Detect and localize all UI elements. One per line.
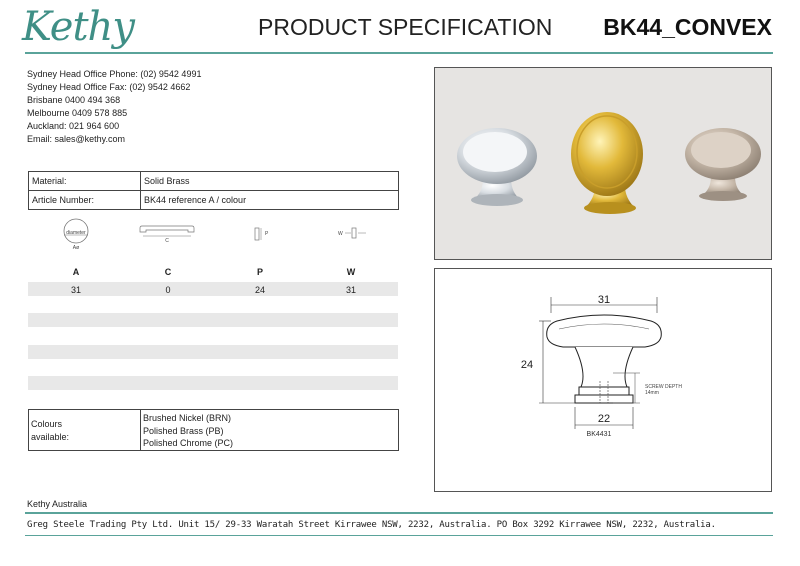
contact-auckland: Auckland: 021 964 600 bbox=[27, 121, 120, 131]
dim-value-p: 24 bbox=[254, 285, 265, 295]
drawing-width-label: 31 bbox=[597, 294, 611, 306]
colour-item-brn: Brushed Nickel (BRN) bbox=[143, 413, 232, 423]
footer-bottom-rule bbox=[25, 535, 773, 536]
dim-value-c: 0 bbox=[165, 285, 171, 295]
projection-caption: P bbox=[265, 231, 269, 237]
colours-divider bbox=[140, 410, 141, 450]
article-value: BK44 reference A / colour bbox=[141, 191, 399, 210]
screw-depth-value: 14mm bbox=[645, 390, 659, 396]
contact-email: Email: sales@kethy.com bbox=[27, 134, 125, 144]
dim-header-a: A bbox=[72, 267, 80, 277]
colours-box bbox=[28, 409, 399, 451]
drawing-part-code: BK4431 bbox=[586, 431, 612, 438]
dim-header-p: P bbox=[256, 267, 263, 277]
diameter-sub-caption: Aø bbox=[72, 245, 80, 251]
colour-item-pc: Polished Chrome (PC) bbox=[143, 438, 234, 448]
empty-row-band bbox=[28, 376, 398, 390]
empty-row-band bbox=[28, 313, 398, 327]
contact-brisbane: Brisbane 0400 494 368 bbox=[27, 95, 121, 105]
dim-value-a: 31 bbox=[70, 285, 81, 295]
brass-knob-image bbox=[571, 112, 643, 214]
colours-label-line2: available: bbox=[31, 432, 70, 442]
dim-value-w: 31 bbox=[345, 285, 356, 295]
article-row bbox=[29, 191, 399, 210]
width-caption: W bbox=[338, 231, 343, 237]
chrome-knob-image bbox=[457, 128, 537, 206]
dim-header-c: C bbox=[164, 267, 172, 277]
dim-header-w: W bbox=[346, 267, 356, 277]
colours-label-line1: Colours bbox=[31, 419, 63, 429]
projection-diagram-icon bbox=[251, 225, 271, 245]
material-row bbox=[29, 172, 399, 191]
contact-melbourne: Melbourne 0409 578 885 bbox=[27, 108, 128, 118]
colour-item-pb: Polished Brass (PB) bbox=[143, 425, 224, 436]
header-divider bbox=[25, 52, 773, 54]
spec-table bbox=[28, 171, 399, 210]
footer-address: Greg Steele Trading Pty Ltd. Unit 15/ 29-33 Waratah Street Kirrawee NSW, 2232, Australia. PO Box 3292 Kirrawee NSW, 2232, Australia. bbox=[27, 520, 716, 530]
technical-drawing bbox=[434, 268, 772, 492]
footer-company: Kethy Australia bbox=[27, 499, 88, 509]
contact-phone: Sydney Head Office Phone: (02) 9542 4991 bbox=[27, 69, 202, 79]
drawing-height-label: 24 bbox=[520, 359, 534, 371]
contact-block bbox=[27, 68, 201, 146]
kethy-logo: Kethy bbox=[22, 4, 134, 50]
centres-diagram-icon bbox=[136, 222, 198, 244]
material-label: Material: bbox=[29, 172, 141, 191]
material-value: Solid Brass bbox=[141, 172, 399, 191]
colours-list bbox=[143, 412, 233, 450]
empty-row-band bbox=[28, 345, 398, 359]
nickel-knob-image bbox=[685, 128, 761, 201]
width-diagram-icon bbox=[336, 224, 368, 246]
page-title: PRODUCT SPECIFICATION bbox=[258, 14, 553, 40]
article-label: Article Number: bbox=[29, 191, 141, 210]
product-code: BK44_CONVEX bbox=[603, 14, 772, 40]
centres-caption: C bbox=[165, 238, 169, 244]
product-photo bbox=[434, 67, 772, 260]
colours-label bbox=[31, 418, 131, 444]
screw-depth-label: SCREW DEPTH bbox=[645, 384, 682, 390]
drawing-base-label: 22 bbox=[597, 413, 611, 425]
diameter-caption: diameter bbox=[66, 230, 86, 236]
footer-divider bbox=[25, 512, 773, 514]
contact-fax: Sydney Head Office Fax: (02) 9542 4662 bbox=[27, 82, 191, 92]
diameter-diagram-icon bbox=[60, 216, 92, 254]
